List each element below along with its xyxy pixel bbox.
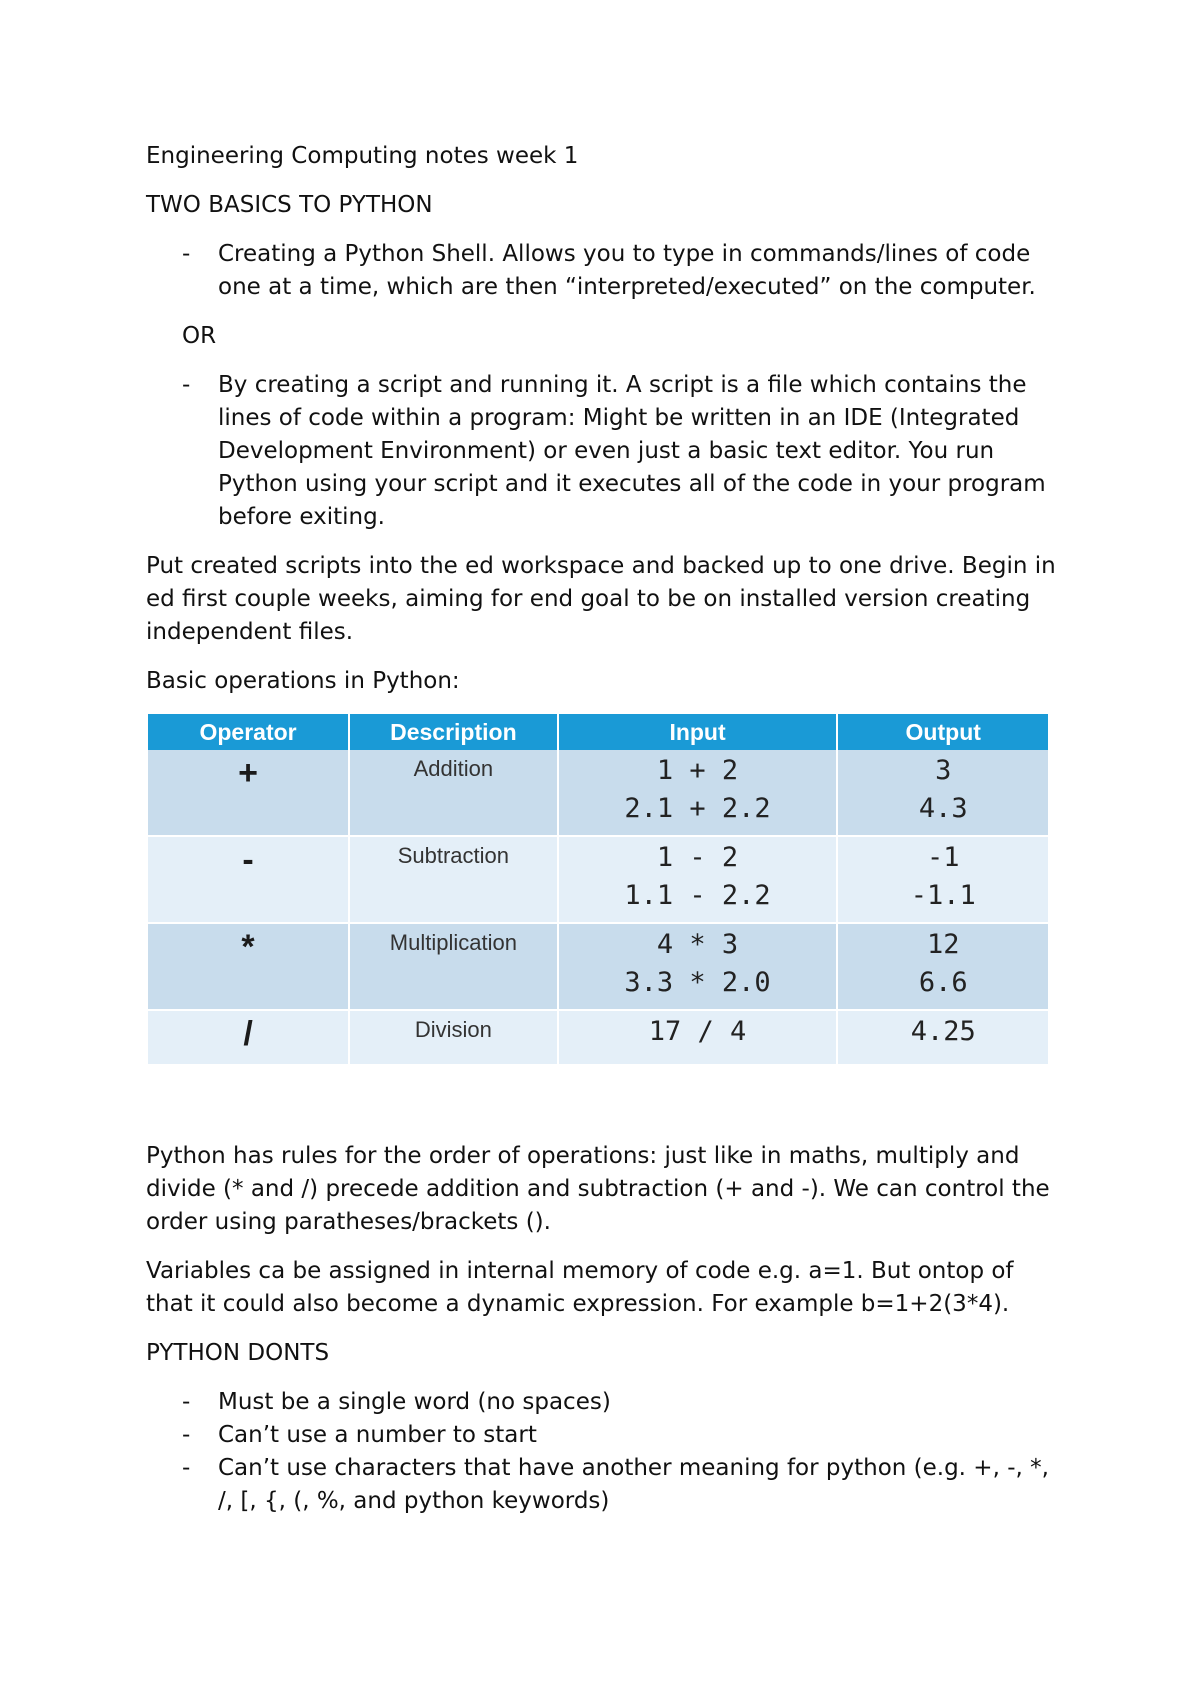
bullet-text: Must be a single word (no spaces)	[218, 1389, 611, 1415]
basics-list	[146, 238, 1066, 304]
input-line: 4 * 3	[656, 929, 739, 960]
input-line: 2.1 + 2.2	[624, 793, 771, 824]
heading-python-donts: PYTHON DONTS	[146, 1340, 330, 1366]
scripts-paragraph: Put created scripts into the ed workspace and backed up to one drive. Begin in ed first couple weeks, aiming for end goal to be on installed version creating independent files.	[146, 553, 1056, 645]
input-cell	[558, 1010, 838, 1065]
order-of-operations-paragraph: Python has rules for the order of operations: just like in maths, multiply and divide (* and /) precede addition and subtraction (+ and -). We can control the order using paratheses/brackets ().	[146, 1143, 1050, 1235]
output-line: 6.6	[918, 967, 968, 998]
basics-list-2	[146, 369, 1066, 534]
description-cell: Addition	[349, 750, 558, 836]
output-line: 12	[926, 929, 960, 960]
bullet-dash: -	[182, 372, 191, 398]
basic-operations-label: Basic operations in Python:	[146, 668, 460, 694]
operator-cell: +	[148, 750, 349, 836]
header-input: Input	[558, 714, 838, 750]
bullet-text: By creating a script and running it. A script is a file which contains the lines of code within a program: Might be written in an IDE (Integrated Development Environment) or even just a basic text editor. You run Python using your script and it executes all of the code in your program before exiting.	[218, 372, 1046, 530]
bullet-text: Can’t use a number to start	[218, 1422, 537, 1448]
operator-cell: *	[148, 923, 349, 1010]
table-row	[148, 836, 1048, 923]
bullet-dash: -	[182, 241, 191, 267]
table-row	[148, 923, 1048, 1010]
donts-list	[146, 1386, 1066, 1518]
heading-two-basics: TWO BASICS TO PYTHON	[146, 192, 433, 218]
description-cell: Multiplication	[349, 923, 558, 1010]
input-cell	[558, 923, 838, 1010]
bullet-text: Creating a Python Shell. Allows you to type in commands/lines of code one at a time, which are then “interpreted/executed” on the computer.	[218, 241, 1036, 300]
output-cell	[837, 750, 1048, 836]
output-cell	[837, 836, 1048, 923]
list-item	[146, 369, 1066, 534]
input-line: 1.1 - 2.2	[624, 880, 771, 911]
output-line: 3	[935, 755, 952, 786]
spacer	[146, 1066, 1066, 1140]
list-item	[146, 238, 1066, 304]
operator-cell: -	[148, 836, 349, 923]
header-output: Output	[837, 714, 1048, 750]
input-line: 1 + 2	[656, 755, 739, 786]
input-cell	[558, 750, 838, 836]
description-cell: Division	[349, 1010, 558, 1065]
header-description: Description	[349, 714, 558, 750]
table-row	[148, 1010, 1048, 1065]
list-item	[146, 1419, 1066, 1452]
bullet-dash: -	[182, 1455, 191, 1481]
output-cell	[837, 1010, 1048, 1065]
input-line: 1 - 2	[656, 842, 739, 873]
table-header-row	[148, 714, 1048, 750]
bullet-dash: -	[182, 1422, 191, 1448]
input-cell	[558, 836, 838, 923]
header-operator: Operator	[148, 714, 349, 750]
operators-table	[148, 714, 1048, 1066]
output-cell	[837, 923, 1048, 1010]
output-line: 4.25	[910, 1016, 976, 1047]
output-line: -1.1	[910, 880, 976, 911]
list-item	[146, 1386, 1066, 1419]
input-line: 17 / 4	[648, 1016, 747, 1047]
document-title: Engineering Computing notes week 1	[146, 143, 579, 169]
output-line: -1	[926, 842, 960, 873]
operator-cell: /	[148, 1010, 349, 1065]
document-body	[146, 140, 1066, 1534]
variables-paragraph: Variables ca be assigned in internal memory of code e.g. a=1. But ontop of that it could also become a dynamic expression. For example b=1+2(3*4).	[146, 1258, 1014, 1317]
list-item	[146, 1452, 1066, 1518]
bullet-text: Can’t use characters that have another meaning for python (e.g. +, -, *, /, [, {, (, %, and python keywords)	[218, 1455, 1049, 1514]
bullet-dash: -	[182, 1389, 191, 1415]
or-separator: OR	[182, 323, 217, 349]
output-line: 4.3	[918, 793, 968, 824]
table-row	[148, 750, 1048, 836]
description-cell: Subtraction	[349, 836, 558, 923]
input-line: 3.3 * 2.0	[624, 967, 771, 998]
